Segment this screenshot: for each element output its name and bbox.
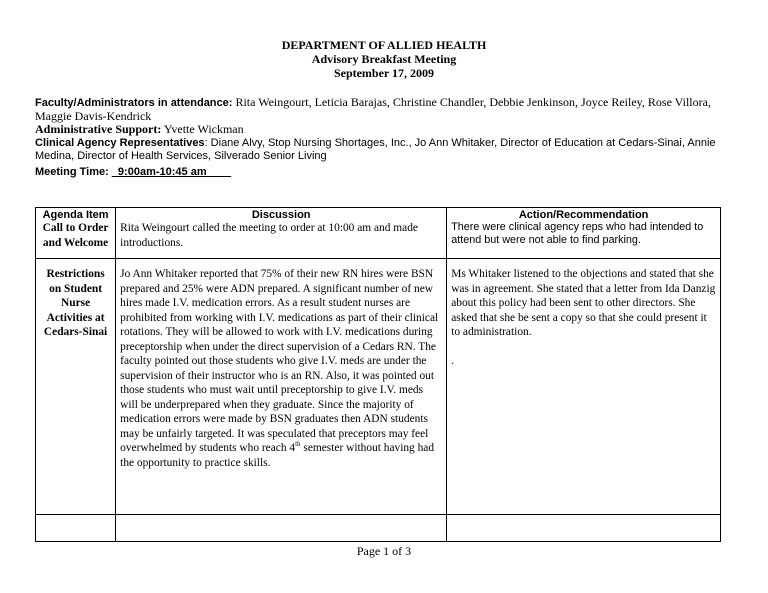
- meeting-date: September 17, 2009: [333, 66, 435, 80]
- department-title: DEPARTMENT OF ALLIED HEALTH: [281, 38, 487, 52]
- agenda-item: Call to Order and Welcome: [42, 222, 109, 249]
- action-dot: .: [451, 354, 455, 367]
- action-cell: [447, 208, 721, 259]
- discussion-text-main: Jo Ann Whitaker reported that 75% of their new RN hires were BSN prepared and 25% were ADN prepared. A significant number of new hires made I.V. medication errors. As a result student nurses are prohibited from working with I.V. medications as part of their clinical rotations. They will be allowed to work with I.V. medications during preceptorship when under the direct supervision of a Cedars RN. The faculty pointed out those students who give I.V. meds are under the supervision of their instructor who is an RN. Also, it was pointed out those students who must wait until preceptorship to give I.V. meds will be underprepared when they graduate. Since the majority of medication errors were made by BSN graduates then ADN students may be unfairly targeted. It was speculated that preceptors may feel overwhelmed by students who reach 4: [120, 268, 439, 454]
- meeting-time-value: _9:00am-10:45 am____: [111, 166, 232, 178]
- discussion-cell: [116, 259, 447, 515]
- discussion-text-end: semester without having had the opportunity to practice skills.: [120, 442, 435, 469]
- table-row: [36, 208, 721, 259]
- agenda-item-cell: [36, 208, 116, 259]
- header-discussion: Discussion: [251, 209, 311, 221]
- agenda-item-cell: [36, 515, 116, 542]
- meeting-time-label: Meeting Time:: [35, 166, 112, 178]
- faculty-names: Rita Weingourt, Leticia Barajas, Christine Chandler, Debbie Jenkinson, Joyce Reiley, Rose Villora, Maggie Davis-Kendrick: [35, 95, 711, 123]
- action-cell: [447, 515, 721, 542]
- meeting-name: Advisory Breakfast Meeting: [311, 52, 457, 66]
- table-row: [36, 259, 721, 515]
- action-cell: [447, 259, 721, 515]
- agency-names: : Diane Alvy, Stop Nursing Shortages, Inc., Jo Ann Whitaker, Director of Education at Cedars-Sinai, Annie Medina, Director of Health Services, Silverado Senior Living: [35, 137, 716, 162]
- clinical-agency-representatives: [35, 137, 725, 163]
- discussion-cell: [116, 208, 447, 259]
- faculty-label: Faculty/Administrators in attendance:: [35, 97, 233, 109]
- discussion-cell: [116, 515, 447, 542]
- header-action-recommendation: Action/Recommendation: [518, 209, 649, 221]
- agenda-item-cell: [36, 259, 116, 515]
- meeting-time: [35, 166, 231, 178]
- action-text: Ms Whitaker listened to the objections and stated that she was in agreement. She stated that a letter from Ida Danzig about this policy had been sent to other directors. She asked that she be sent a copy so that she could present it to administration.: [451, 268, 716, 338]
- discussion-text: [120, 267, 442, 470]
- ordinal-suffix: th: [295, 440, 301, 448]
- support-names: Yvette Wickman: [161, 122, 244, 136]
- agenda-item: Restrictions on Student Nurse Activities at Cedars-Sinai: [43, 268, 108, 338]
- administrative-support: [35, 123, 725, 137]
- table-row: [36, 515, 721, 542]
- title-block: [0, 38, 768, 80]
- page-number: Page 1 of 3: [356, 544, 412, 558]
- support-label: Administrative Support:: [35, 122, 162, 136]
- agenda-table: [35, 207, 721, 542]
- action-text: There were clinical agency reps who had intended to attend but were not able to find parking.: [451, 221, 704, 246]
- faculty-attendance: [35, 96, 725, 124]
- header-agenda-item: Agenda Item: [42, 209, 109, 221]
- discussion-text: Rita Weingourt called the meeting to order at 10:00 am and made introductions.: [120, 222, 418, 249]
- agency-label: Clinical Agency Representatives: [35, 137, 205, 149]
